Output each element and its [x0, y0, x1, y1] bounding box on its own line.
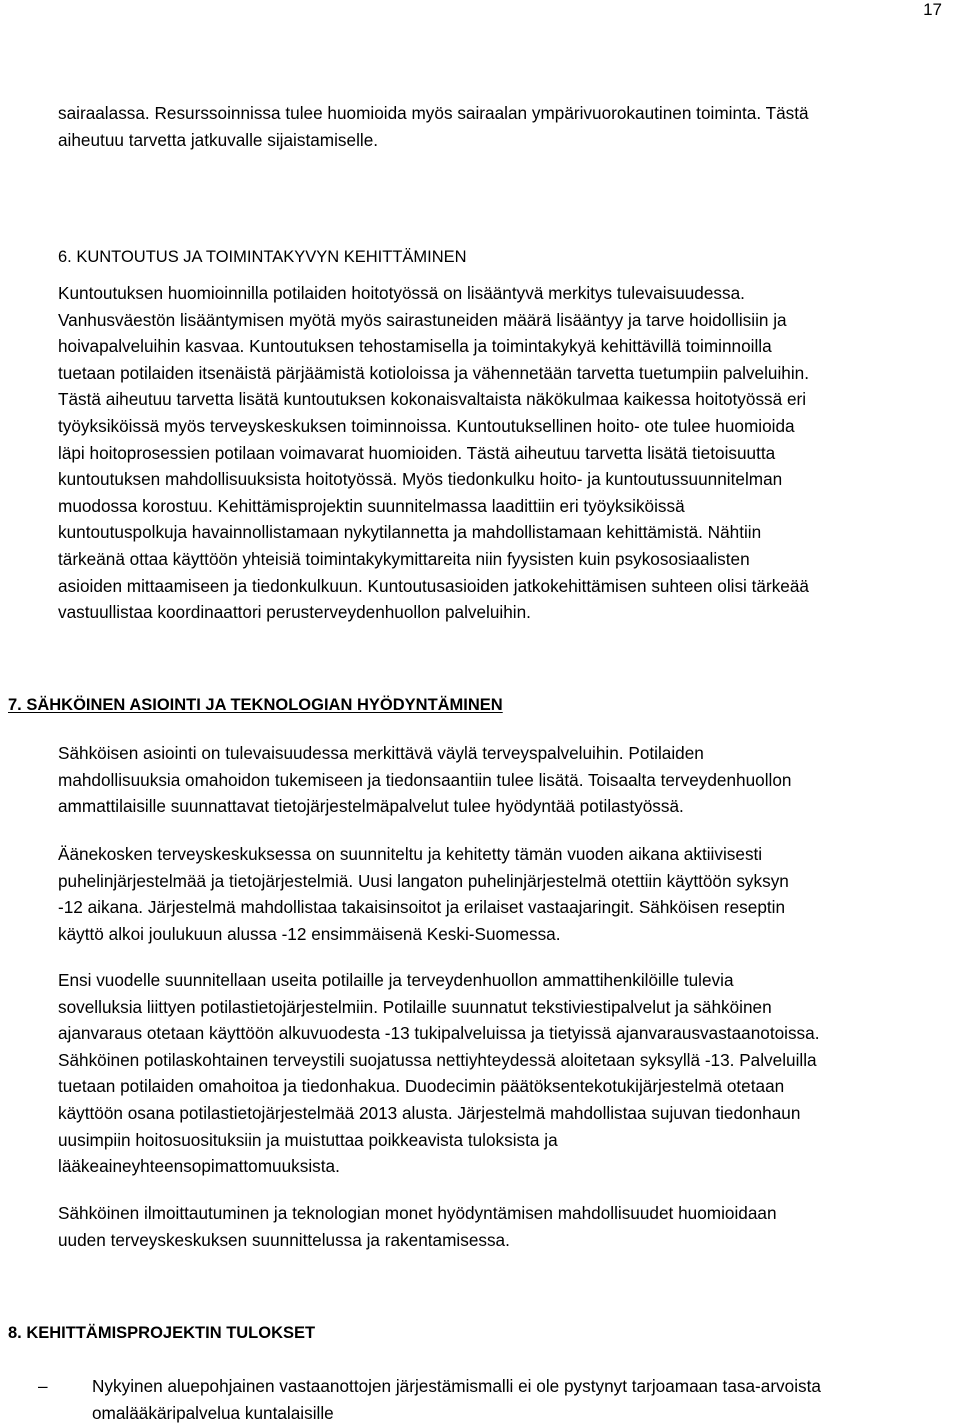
text-line: hoivapalveluihin kasvaa. Kuntoutuksen tehostamisella ja toimintakykyä kehittävillä toiminnoilla	[58, 336, 772, 357]
text-line: Sähköisen asiointi on tulevaisuudessa merkittävä väylä terveyspalveluihin. Potilaiden	[58, 743, 704, 763]
text-line: tuetaan potilaiden omahoitoa ja tiedonhakua. Duodecimin päätöksentekotukijärjestelmä otetaan	[58, 1076, 785, 1097]
section-7-paragraph-2	[58, 841, 940, 947]
text-line: aiheutuu tarvetta jatkuvalle sijaistamiselle.	[58, 129, 379, 150]
text-line: Sähköinen ilmoittautuminen ja teknologian monet hyödyntämisen mahdollisuudet huomioidaan	[58, 1203, 777, 1223]
section-7-paragraph-1	[58, 740, 940, 820]
text-line: käyttö alkoi joulukuun alussa -12 ensimmäisenä Keski-Suomessa.	[58, 923, 561, 944]
text-line: mahdollisuuksia omahoidon tukemiseen ja tiedonsaantiin tulee lisätä. Toisaalta terveydenhuollon	[58, 769, 792, 790]
text-line: muodossa korostuu. Kehittämisprojektin suunnitelmassa laadittiin eri työyksiköissä	[58, 495, 685, 516]
text-line: vastuullistaa koordinaattori perusterveydenhuollon palveluihin.	[58, 602, 531, 623]
text-line: sairaalassa. Resurssoinnissa tulee huomioida myös sairaalan ympärivuorokautinen toiminta. Tästä	[58, 103, 809, 123]
text-line: Kuntoutuksen huomioinnilla potilaiden hoitotyössä on lisääntyvä merkitys tulevaisuudessa.	[58, 283, 745, 303]
text-line: käyttöön osana potilastietojärjestelmää 2013 alusta. Järjestelmä mahdollistaa sujuvan tiedonhaun	[58, 1102, 801, 1123]
text-line: uuden terveyskeskuksen suunnittelussa ja rakentamisessa.	[58, 1229, 510, 1250]
section-7-paragraph-3	[58, 967, 940, 1180]
text-line: Sähköinen potilaskohtainen terveystili suojatussa nettiyhteydessä aloitetaan syksyllä -13. Palveluilla	[58, 1049, 817, 1070]
text-line: läpi hoitoprosessien potilaan voimavarat huomioiden. Tästä aiheutuu tarvetta lisätä tietoisuutta	[58, 442, 776, 463]
text-line: ammattilaisille suunnattavat tietojärjestelmäpalvelut tulee hyödyntää potilastyössä.	[58, 796, 684, 817]
text-line: tuetaan potilaiden itsenäistä pärjäämistä kotioloissa ja vähennetään tarvetta tuetumpiin palveluihin.	[58, 362, 809, 383]
section-6-heading: 6. KUNTOUTUS JA TOIMINTAKYVYN KEHITTÄMINEN	[58, 248, 467, 266]
page-number: 17	[923, 0, 942, 19]
text-line: kuntoutuksen mahdollisuuksista hoitotyössä. Myös tiedonkulku hoito- ja kuntoutussuunnitelman	[58, 469, 783, 490]
section-8-heading: 8. KEHITTÄMISPROJEKTIN TULOKSET	[8, 1324, 316, 1342]
text-line: Ensi vuodelle suunnitellaan useita potilaille ja terveydenhuollon ammattihenkilöille tulevia	[58, 970, 734, 990]
text-line: Tästä aiheutuu tarvetta lisätä kuntoutuksen kokonaisvaltaista näkökulmaa kaikessa hoitotyössä eri	[58, 389, 807, 410]
section-7-heading: 7. SÄHKÖINEN ASIOINTI JA TEKNOLOGIAN HYÖDYNTÄMINEN	[8, 696, 503, 714]
text-line: Äänekosken terveyskeskuksessa on suunniteltu ja kehitetty tämän vuoden aikana aktiivisesti	[58, 844, 763, 864]
text-line: omalääkäripalvelua kuntalaisille	[92, 1402, 334, 1423]
text-line: puhelinjärjestelmää ja tietojärjestelmiä. Uusi langaton puhelinjärjestelmä otettiin käyttöön syksyn	[58, 870, 789, 891]
section-8-bullet-1	[92, 1373, 952, 1426]
section-6-paragraph	[58, 280, 940, 626]
bullet-dash-icon: –	[38, 1376, 48, 1396]
text-line: työyksiköissä myös terveyskeskuksen toiminnoissa. Kuntoutuksellinen hoito- ote tulee huomioida	[58, 415, 795, 436]
text-line: uusimpiin hoitosuosituksiin ja muistuttaa poikkeavista tuloksista ja	[58, 1129, 558, 1150]
text-line: kuntoutuspolkuja havainnollistamaan nykytilannetta ja mahdollistamaan kehittämistä. Nähtiin	[58, 522, 762, 543]
text-line: Vanhusväestön lisääntymisen myötä myös sairastuneiden määrä lisääntyy ja tarve hoidollisiin ja	[58, 309, 787, 330]
intro-paragraph	[58, 100, 940, 153]
text-line: ajanvaraus otetaan käyttöön alkuvuodesta -13 tukipalveluissa ja tietyissä ajanvarausvastaanotoissa.	[58, 1023, 820, 1044]
text-line: Nykyinen aluepohjainen vastaanottojen järjestämismalli ei ole pystynyt tarjoamaan tasa-arvoista	[92, 1376, 821, 1396]
text-line: asioiden mittaamiseen ja tiedonkulkuun. Kuntoutusasioiden jatkokehittämisen suhteen olisi tärkeää	[58, 575, 809, 596]
section-7-paragraph-4	[58, 1200, 940, 1253]
text-line: sovelluksia liittyen potilastietojärjestelmiin. Potilaille suunnatut tekstiviestipalvelut ja sähköinen	[58, 996, 772, 1017]
text-line: lääkeaineyhteensopimattomuuksista.	[58, 1156, 340, 1177]
text-line: tärkeänä ottaa käyttöön yhteisiä toimintakykymittareita niin fyysisten kuin psykososiaalisten	[58, 548, 750, 569]
text-line: -12 aikana. Järjestelmä mahdollistaa takaisinsoitot ja erilaiset vastaajaringit. Sähköisen reseptin	[58, 897, 786, 918]
